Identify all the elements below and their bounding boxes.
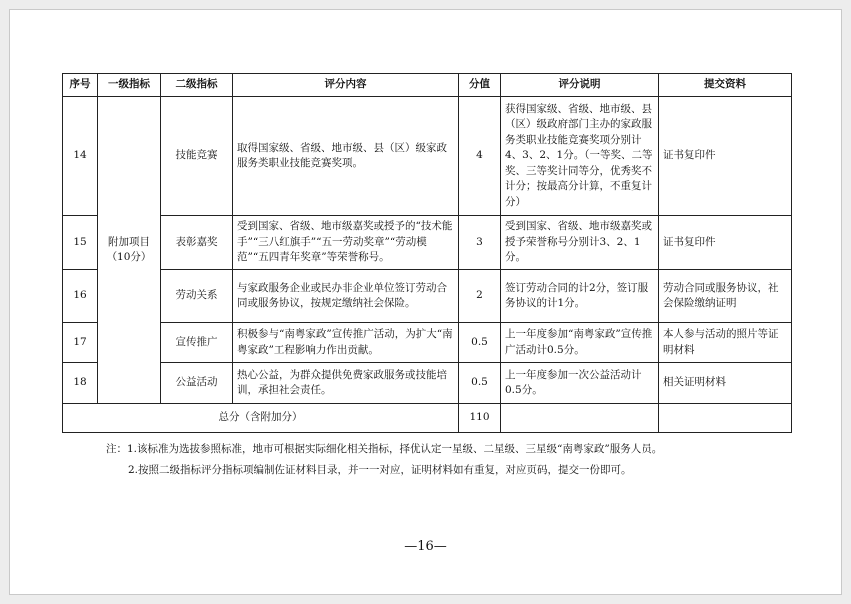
sub-indicator: 宣传推广 <box>161 323 233 363</box>
empty-cell <box>501 404 659 433</box>
score-value: 3 <box>459 216 501 270</box>
submit-docs: 证书复印件 <box>659 216 792 270</box>
table-header-row <box>63 74 792 97</box>
page-number: —16— <box>404 539 447 554</box>
table-row <box>63 216 792 270</box>
submit-docs: 本人参与活动的照片等证明材料 <box>659 323 792 363</box>
row-number: 15 <box>63 216 98 270</box>
score-explanation: 签订劳动合同的计2分，签订服务协议的计1分。 <box>501 270 659 323</box>
row-number: 14 <box>63 97 98 216</box>
group-cell: 附加项目（10分） <box>98 97 161 404</box>
score-value: 0.5 <box>459 363 501 404</box>
score-explanation: 上一年度参加一次公益活动计0.5分。 <box>501 363 659 404</box>
score-content: 积极参与“南粤家政”宣传推广活动，为扩大“南粤家政”工程影响力作出贡献。 <box>233 323 459 363</box>
note-1: 注：1.该标准为选拔参照标准，地市可根据实际细化相关指标，择优认定一星级、二星级、三星级“南粤家政”服务人员。 <box>106 443 663 455</box>
header-cell: 评分说明 <box>501 74 659 97</box>
score-value: 0.5 <box>459 323 501 363</box>
score-explanation: 上一年度参加“南粤家政”宣传推广活动计0.5分。 <box>501 323 659 363</box>
row-number: 17 <box>63 323 98 363</box>
table-row <box>63 97 792 216</box>
submit-docs: 劳动合同或服务协议，社会保险缴纳证明 <box>659 270 792 323</box>
table-row <box>63 363 792 404</box>
header-cell: 序号 <box>63 74 98 97</box>
note-2: 2.按照二级指标评分指标项编制佐证材料目录，并一一对应，证明材料如有重复，对应页码，提交一份即可。 <box>128 464 632 476</box>
score-explanation: 获得国家级、省级、地市级、县（区）级政府部门主办的家政服务类职业技能竞赛奖项分别计4、3、2、1分。（一等奖、二等奖、三等奖计同等分，优秀奖不计分；按最高分计算，不重复计分） <box>501 97 659 216</box>
header-cell: 分值 <box>459 74 501 97</box>
scoring-table <box>62 73 792 433</box>
sub-indicator: 技能竞赛 <box>161 97 233 216</box>
score-content: 与家政服务企业或民办非企业单位签订劳动合同或服务协议，按规定缴纳社会保险。 <box>233 270 459 323</box>
score-explanation: 受到国家、省级、地市级嘉奖或授予荣誉称号分别计3、2、1分。 <box>501 216 659 270</box>
total-row <box>63 404 792 433</box>
submit-docs: 相关证明材料 <box>659 363 792 404</box>
score-content: 受到国家、省级、地市级嘉奖或授予的“技术能手”“三八红旗手”“五一劳动奖章”“劳动模范”“五四青年奖章”等荣誉称号。 <box>233 216 459 270</box>
header-cell: 评分内容 <box>233 74 459 97</box>
sub-indicator: 劳动关系 <box>161 270 233 323</box>
score-value: 2 <box>459 270 501 323</box>
score-content: 热心公益，为群众提供免费家政服务或技能培训，承担社会责任。 <box>233 363 459 404</box>
header-cell: 一级指标 <box>98 74 161 97</box>
header-cell: 提交资料 <box>659 74 792 97</box>
submit-docs: 证书复印件 <box>659 97 792 216</box>
header-cell: 二级指标 <box>161 74 233 97</box>
total-score: 110 <box>459 404 501 433</box>
table-row <box>63 323 792 363</box>
sub-indicator: 表彰嘉奖 <box>161 216 233 270</box>
score-value: 4 <box>459 97 501 216</box>
table-row <box>63 270 792 323</box>
score-content: 取得国家级、省级、地市级、县（区）级家政服务类职业技能竞赛奖项。 <box>233 97 459 216</box>
row-number: 18 <box>63 363 98 404</box>
empty-cell <box>659 404 792 433</box>
row-number: 16 <box>63 270 98 323</box>
total-label: 总分（含附加分） <box>63 404 459 433</box>
sub-indicator: 公益活动 <box>161 363 233 404</box>
